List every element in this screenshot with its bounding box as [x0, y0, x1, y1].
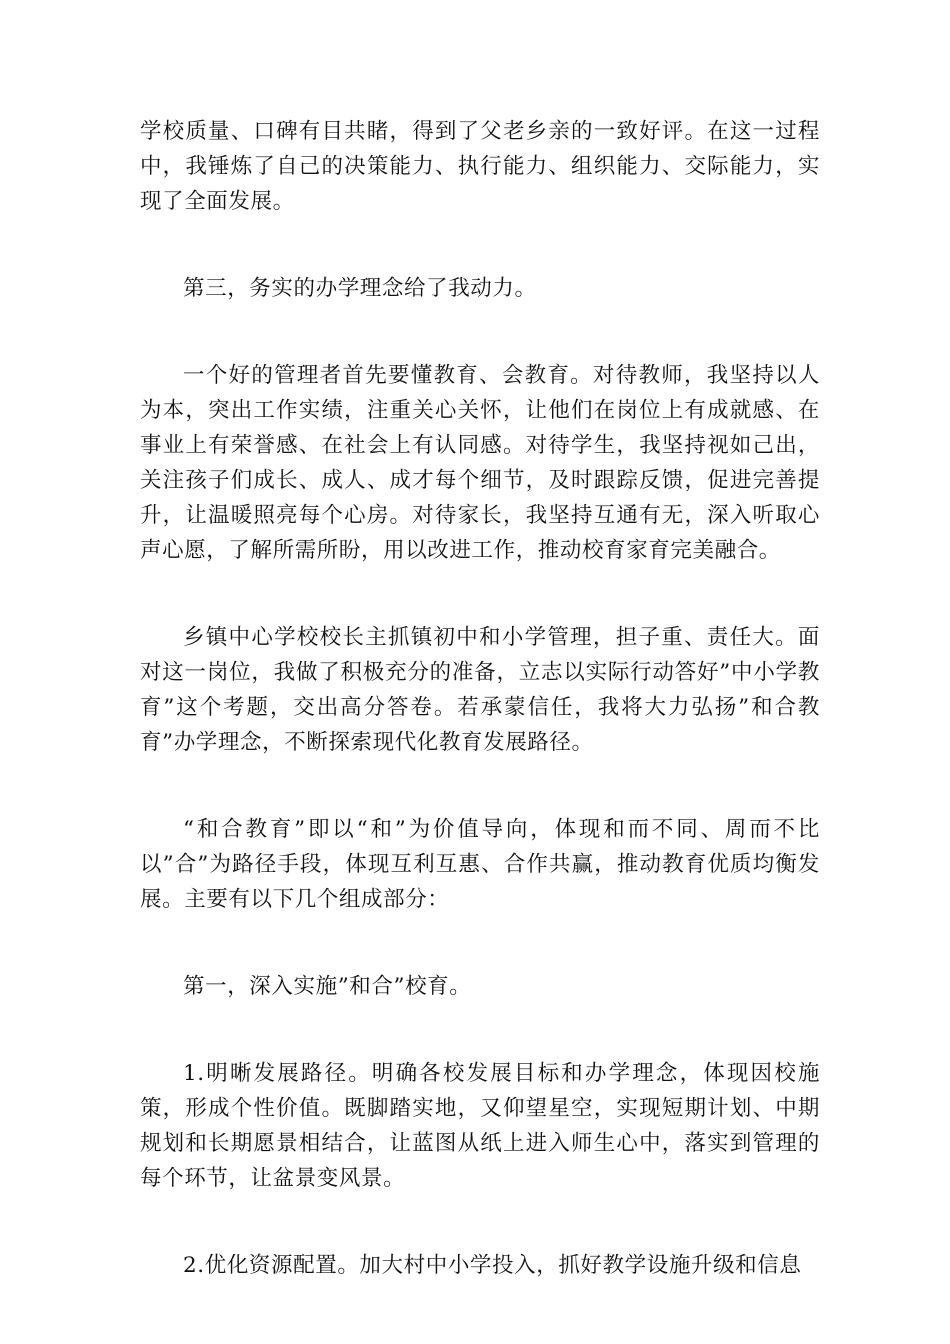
paragraph-heading-third: 第三，务实的办学理念给了我动力。 [183, 276, 537, 301]
paragraph-gap [140, 917, 820, 969]
paragraph-management: 一个好的管理者首先要懂教育、会教育。对待教师，我坚持以人为本，突出工作实绩，注重关心关怀，让他们在岗位上有成就感、在事业上有荣誉感、在社会上有认同感。对待学生，我坚持视如己出，关注孩子们成长、成人、成才每个细节，及时跟踪反馈，促进完善提升，让温暖照亮每个心房。对待家长，我坚持互通有无，深入听取心声心愿，了解所需所盼，用以改进工作，推动校育家育完美融合。 [140, 363, 820, 563]
paragraph-continuation: 学校质量、口碑有目共睹，得到了父老乡亲的一致好评。在这一过程中，我锤炼了自己的决策能力、执行能力、组织能力、交际能力，实现了全面发展。 [140, 119, 820, 214]
paragraph-item-1: 1.明晰发展路径。明确各校发展目标和办学理念，体现因校施策，形成个性价值。既脚踏实地，又仰望星空，实现短期计划、中期规划和长期愿景相结合，让蓝图从纸上进入师生心中，落实到管理的每个环节，让盆景变风景。 [140, 1061, 820, 1191]
paragraph-gap [140, 1004, 820, 1056]
paragraph-gap [140, 1196, 820, 1248]
document-page [140, 114, 820, 1283]
paragraph-hehe-education: “和合教育”即以“和”为价值导向，体现和而不同、周而不比以”合”为路径手段，体现互利互惠、合作共赢，推动教育优质均衡发展。主要有以下几个组成部分： [140, 817, 820, 912]
paragraph-gap [140, 219, 820, 271]
paragraph-gap [140, 306, 820, 358]
paragraph-item-2: 2.优化资源配置。加大村中小学投入，抓好教学设施升级和信息 [183, 1253, 802, 1278]
paragraph-heading-first: 第一，深入实施”和合”校育。 [183, 974, 472, 999]
paragraph-principal-role: 乡镇中心学校校长主抓镇初中和小学管理，担子重、责任大。面对这一岗位，我做了积极充分的准备，立志以实际行动答好”中小学教育”这个考题，交出高分答卷。若承蒙信任，我将大力弘扬”和合教育”办学理念，不断探索现代化教育发展路径。 [140, 625, 820, 755]
paragraph-gap [140, 568, 820, 620]
paragraph-gap [140, 760, 820, 812]
